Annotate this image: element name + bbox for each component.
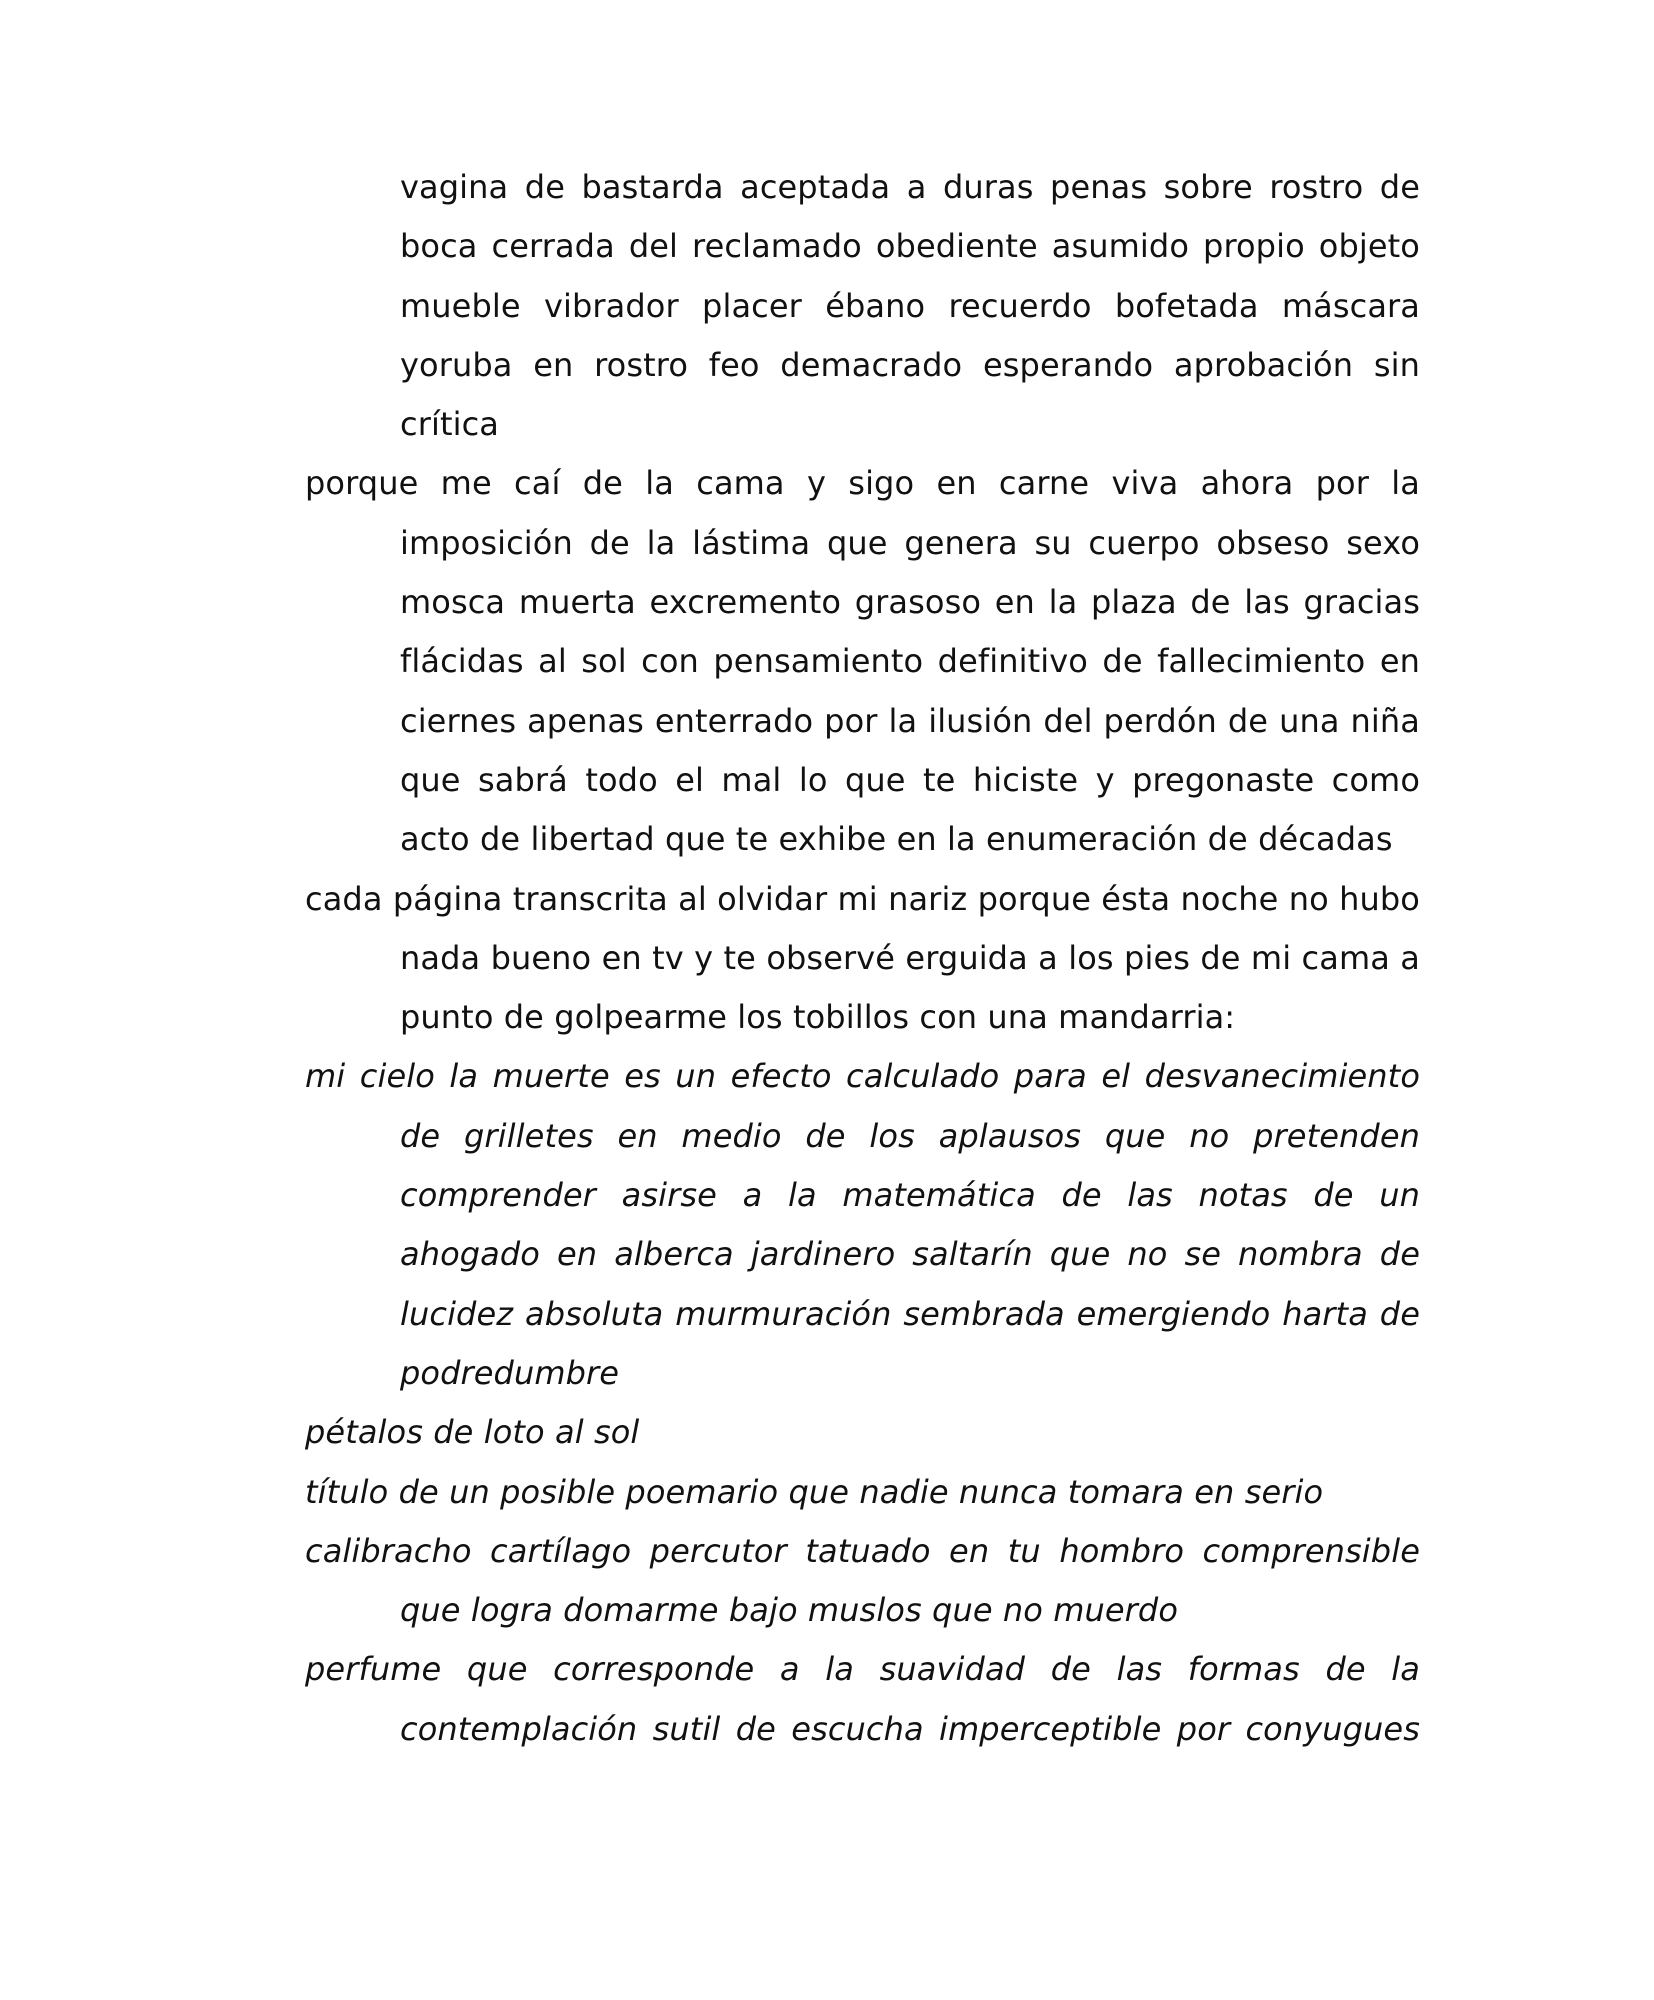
poem-body [305, 158, 1420, 1759]
poem-line-7: calibracho cartílago percutor tatuado en tu hombro comprensible que logra domarme bajo muslos que no muerdo [305, 1531, 1420, 1630]
poem-line-1: vagina de bastarda aceptada a duras penas sobre rostro de boca cerrada del reclamado obediente asumido propio objeto mueble vibrador placer ébano recuerdo bofetada máscara yoruba en rostro feo demacrado esperando aprobación sin crítica [400, 168, 1420, 444]
poem-line-5: pétalos de loto al sol [305, 1413, 640, 1452]
poem-line-2: porque me caí de la cama y sigo en carne viva ahora por la imposición de la lástima que genera su cuerpo obseso sexo mosca muerta excremento grasoso en la plaza de las gracias flácidas al sol con pensamiento definitivo de fallecimiento en ciernes apenas enterrado por la ilusión del perdón de una niña que sabrá todo el mal lo que te hiciste y pregonaste como acto de libertad que te exhibe en la enumeración de décadas [305, 464, 1420, 859]
poem-line-6: título de un posible poemario que nadie nunca tomara en serio [305, 1472, 1324, 1511]
poem-line-8: perfume que corresponde a la suavidad de las formas de la contemplación sutil de escucha imperceptible por conyugues [305, 1650, 1420, 1748]
poem-line-4: mi cielo la muerte es un efecto calculado para el desvanecimiento de grilletes en medio de los aplausos que no pretenden comprender asirse a la matemática de las notas de un ahogado en alberca jardinero saltarín que no se nombra de lucidez absoluta murmuración sembrada emergiendo harta de podredumbre [305, 1057, 1420, 1392]
poem-line-3: cada página transcrita al olvidar mi nariz porque ésta noche no hubo nada bueno en tv y te observé erguida a los pies de mi cama a punto de golpearme los tobillos con una mandarria: [305, 879, 1420, 1037]
